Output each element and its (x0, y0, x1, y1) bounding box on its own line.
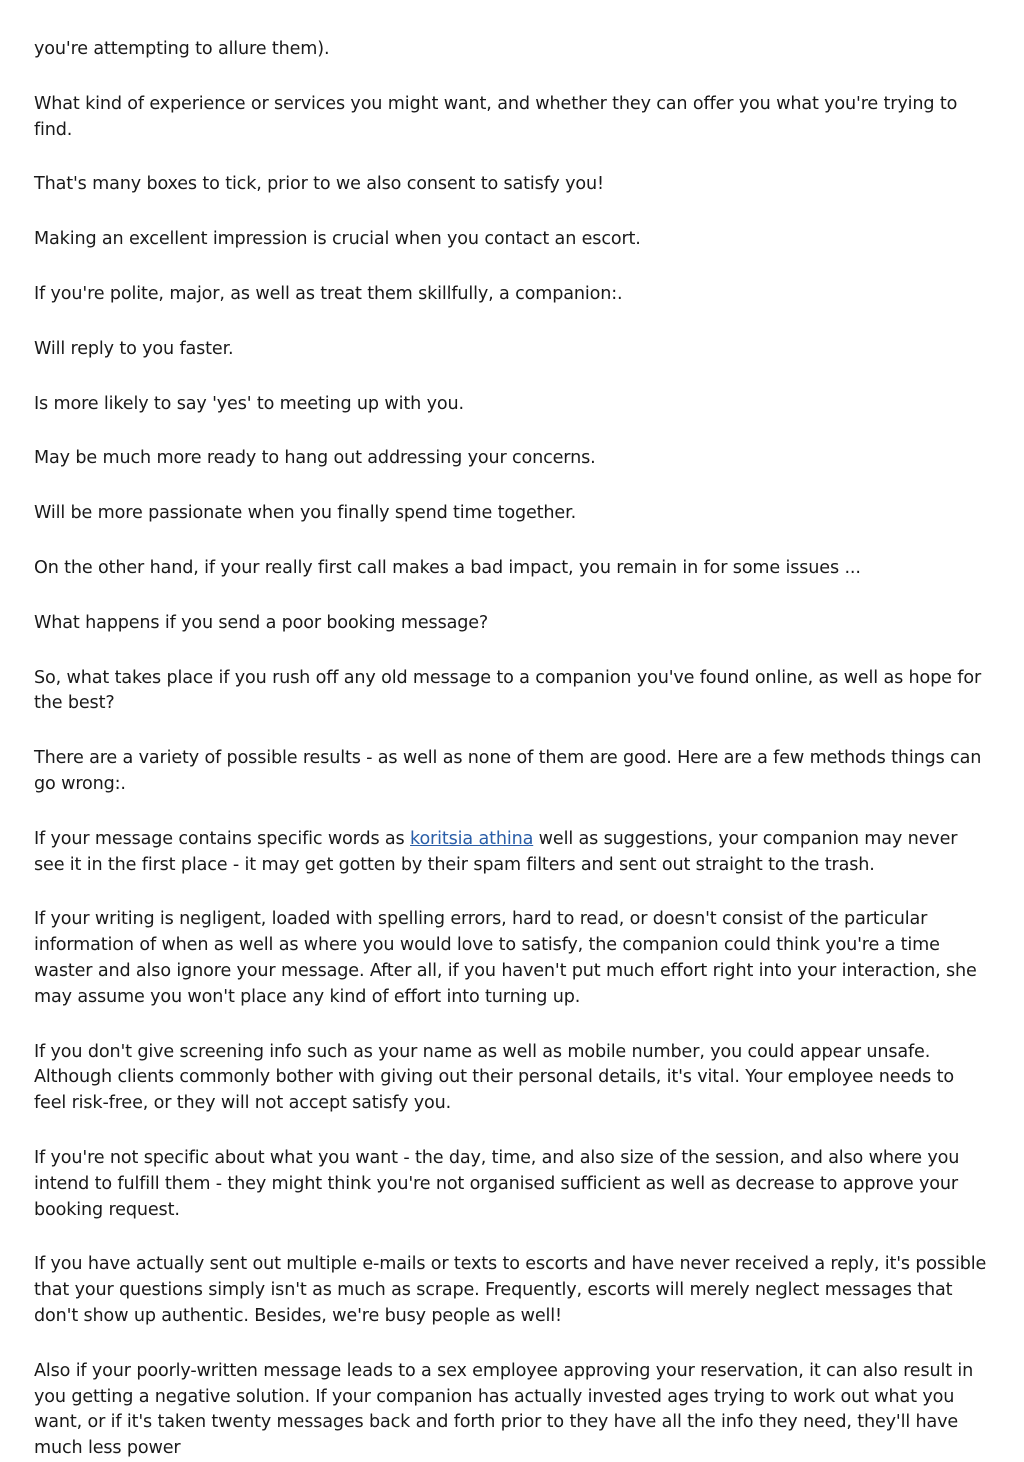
paragraph-6: Will reply to you faster. (34, 338, 234, 359)
koritsia-athina-link[interactable]: koritsia athina (410, 828, 534, 849)
paragraph-with-link (34, 827, 990, 879)
paragraph-9: Will be more passionate when you finally spend time together. (34, 503, 577, 524)
paragraph-4: Making an excellent impression is crucial when you contact an escort. (34, 229, 641, 250)
paragraph-2: What kind of experience or services you might want, and whether they can offer you what you're trying to find. (34, 93, 958, 140)
paragraph-10: On the other hand, if your really first call makes a bad impact, you remain in for some issues ... (34, 557, 861, 578)
paragraph-12: So, what takes place if you rush off any old message to a companion you've found online, as well as hope for the best? (34, 667, 982, 714)
paragraph-1: you're attempting to allure them). (34, 39, 330, 59)
paragraph-18: If you have actually sent out multiple e-mails or texts to escorts and have never received a reply, it's possible that your questions simply isn't as much as scrape. Frequently, escorts will merely neglect messages that don't show up authentic. Besides, we're busy people as well! (34, 1254, 987, 1326)
paragraph-8: May be much more ready to hang out addressing your concerns. (34, 448, 596, 469)
paragraph-3: That's many boxes to tick, prior to we also consent to satisfy you! (34, 174, 604, 195)
paragraph-11: What happens if you send a poor booking message? (34, 612, 489, 633)
paragraph-5: If you're polite, major, as well as treat them skillfully, a companion:. (34, 283, 623, 304)
paragraph-17: If you're not specific about what you want - the day, time, and also size of the session, and also where you intend to fulfill them - they might think you're not organised sufficient as well as decrease to approve your booking request. (34, 1147, 960, 1220)
link-paragraph-before: If your message contains specific words as (34, 828, 411, 849)
paragraph-19: Also if your poorly-written message leads to a sex employee approving your reservation, it can also result in you getting a negative solution. If your companion has actually invested ages trying to work out what you want, or if it's taken twenty messages back and forth prior to they have all the info they need, they'll have much less power (34, 1360, 974, 1459)
link-paragraph-after: well as suggestions, your companion may never see it in the first place - it may get gotten by their spam filters and sent out straight to the trash. (34, 828, 958, 875)
paragraph-13: There are a variety of possible results - as well as none of them are good. Here are a few methods things can go wrong:. (34, 748, 982, 794)
paragraph-15: If your writing is negligent, loaded with spelling errors, hard to read, or doesn't consist of the particular information of when as well as where you would love to satisfy, the companion could think you're a time waster and also ignore your message. After all, if you haven't put much effort right into your interaction, she may assume you won't place any kind of effort into turning up. (34, 909, 977, 1007)
paragraph-7: Is more likely to say 'yes' to meeting up with you. (34, 393, 464, 414)
paragraph-16: If you don't give screening info such as your name as well as mobile number, you could appear unsafe. Although clients commonly bother with giving out their personal details, it's vital. Your employee needs to feel risk-free, or they will not accept satisfy you. (34, 1041, 954, 1114)
